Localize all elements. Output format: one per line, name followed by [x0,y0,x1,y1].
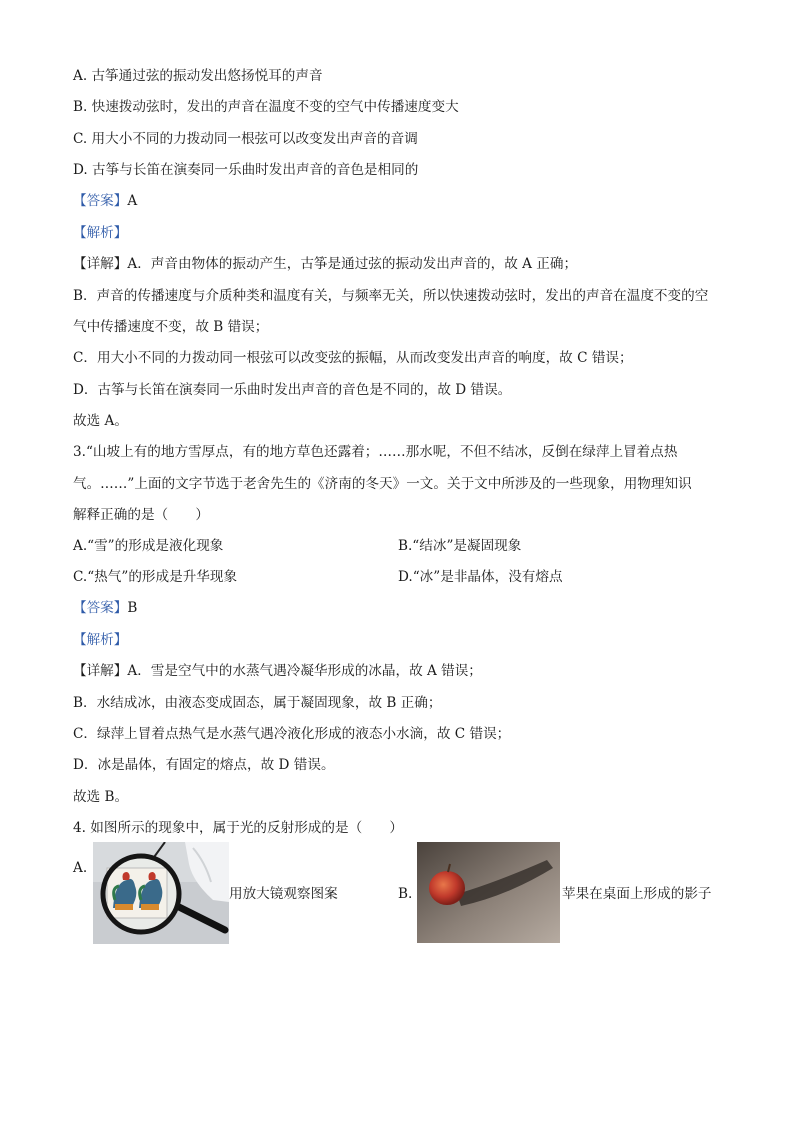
q4-option-b-letter: B. [398,886,413,902]
magnifier-photo [93,842,229,944]
q3-stem-line: 3.“山坡上有的地方雪厚点，有的地方草色还露着；……那水呢，不但不结冰，反倒在绿萍上冒着点热 [73,444,678,460]
q3-option-a: A.“雪”的形成是液化现象 [73,538,224,554]
q3-analysis-label: 【解析】 [73,632,128,648]
q3-option-c: C.“热气”的形成是升华现象 [73,569,238,585]
q4-stem: 4. 如图所示的现象中，属于光的反射形成的是（ ） [73,820,403,836]
q3-option-d: D.“冰”是非晶体，没有熔点 [398,569,563,585]
q3-explanation-line: 【详解】A．雪是空气中的水蒸气遇冷凝华形成的冰晶，故 A 错误； [73,663,482,679]
q4-option-b-caption: 苹果在桌面上形成的影子 [562,886,712,902]
q4-option-a-letter: A. [73,860,88,876]
q3-conclusion: 故选 B。 [73,789,129,805]
q2-conclusion: 故选 A。 [73,413,128,429]
q2-answer [73,191,137,211]
answer-label: 【答案】 [73,600,128,616]
q2-analysis-label: 【解析】 [73,225,128,241]
q2-option-b: B. 快速拨动弦时，发出的声音在温度不变的空气中传播速度变大 [73,99,459,115]
q2-option-c: C. 用大小不同的力拨动同一根弦可以改变发出声音的音调 [73,131,418,147]
q2-explanation-line: C．用大小不同的力拨动同一根弦可以改变弦的振幅，从而改变发出声音的响度，故 C 错误； [73,350,633,366]
q3-explanation-line: D．冰是晶体，有固定的熔点，故 D 错误。 [73,757,335,773]
q3-explanation-line: C．绿萍上冒着点热气是水蒸气遇冷液化形成的液态小水滴，故 C 错误； [73,726,511,742]
q3-option-b: B.“结冰”是凝固现象 [398,538,522,554]
answer-value: B [127,600,138,616]
q3-stem-line: 解释正确的是（ ） [73,507,209,523]
q3-answer [73,598,137,618]
q3-explanation-line: B．水结成冰，由液态变成固态，属于凝固现象，故 B 正确； [73,695,442,711]
answer-label: 【答案】 [73,193,128,209]
q2-option-d: D. 古筝与长笛在演奏同一乐曲时发出声音的音色是相同的 [73,162,419,178]
q2-option-a: A. 古筝通过弦的振动发出悠扬悦耳的声音 [73,68,323,84]
q4-option-a-caption: 用放大镜观察图案 [229,886,338,902]
apple-shadow-photo [417,842,560,943]
q2-explanation-line: 气中传播速度不变，故 B 错误； [73,319,269,335]
q2-explanation-line: D．古筝与长笛在演奏同一乐曲时发出声音的音色是不同的，故 D 错误。 [73,382,512,398]
q3-stem-line: 气。……”上面的文字节选于老舍先生的《济南的冬天》一文。关于文中所涉及的一些现象，用物理知识 [73,476,692,492]
answer-value: A [127,193,138,209]
q2-explanation-line: 【详解】A．声音由物体的振动产生，古筝是通过弦的振动发出声音的，故 A 正确； [73,256,578,272]
q2-explanation-line: B．声音的传播速度与介质种类和温度有关，与频率无关，所以快速拨动弦时，发出的声音在温度不变的空 [73,288,709,304]
